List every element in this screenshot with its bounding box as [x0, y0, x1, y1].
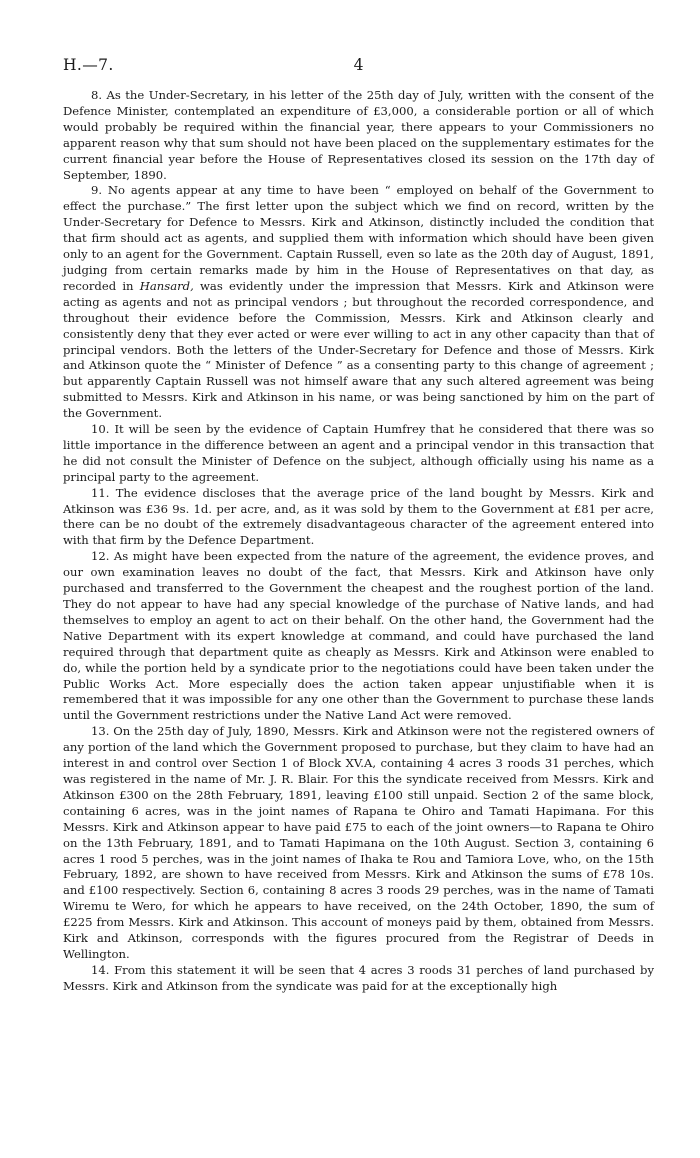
document-reference: H.—7. — [63, 56, 114, 74]
paragraph-13: 13. On the 25th day of July, 1890, Messrs. Kirk and Atkinson were not the registered owners of any portion of the land which the Government proposed to purchase, but they claim to have had an interest in and control over Section 1 of Block XV.A, containing 4 acres 3 roods 31 perches, which was registered in the name of Mr. J. R. Blair. For this the syndicate received from Messrs. Kirk and Atkinson £300 on the 28th February, 1891, leaving £100 still unpaid. Section 2 of the same block, containing 6 acres, was in the joint names of Rapana te Ohiro and Tamati Hapimana. For this Messrs. Kirk and Atkinson appear to have paid £75 to each of the joint owners—to Rapana te Ohiro on the 13th February, 1891, and to Tamati Hapimana on the 10th August. Section 3, containing 6 acres 1 rood 5 perches, was in the joint names of Ihaka te Rou and Tamiora Love, who, on the 15th February, 1892, are shown to have received from Messrs. Kirk and Atkinson the sums of £78 10s. and £100 respectively. Section 6, containing 8 acres 3 roods 29 perches, was in the name of Tamati Wiremu te Wero, for which he appears to have received, on the 24th October, 1890, the sum of £225 from Messrs. Kirk and Atkinson. This account of moneys paid by them, obtained from Messrs. Kirk and Atkinson, corresponds with the figures procured from the Registrar of Deeds in Wellington. — [63, 724, 654, 961]
paragraph-9-part-1: 9. No agents appear at any time to have been “ employed on behalf of the Government to effect the purchase.” The first letter upon the subject which we find on record, written by the Under-Secretary for Defence to Messrs. Kirk and Atkinson, distinctly included the condition that that firm should act as agents, and supplied them with information which should have been given only to an agent for the Government. Captain Russell, even so late as the 20th day of August, 1891, judging from certain remarks made by him in the House of Representatives on that day, as recorded in — [63, 183, 654, 293]
paragraph-9-part-2: was evidently under the impression that Messrs. Kirk and Atkinson were acting as agents and not as principal vendors ; but throughout the recorded correspondence, and throughout their evidence before the Commission, Messrs. Kirk and Atkinson clearly and consistently deny that they ever acted or were ever willing to act in any other capacity than that of principal vendors. Both the letters of the Under-Secretary for Defence and those of Messrs. Kirk and Atkinson quote the “ Minister of Defence ” as a consenting party to this change of agreement ; but apparently Captain Russell was not himself aware that any such altered agreement was being submitted to Messrs. Kirk and Atkinson in his name, or was being sanctioned by him on the part of the Government. — [63, 278, 654, 421]
paragraph-11: 11. The evidence discloses that the average price of the land bought by Messrs. Kirk and Atkinson was £36 9s. 1d. per acre, and, as it was sold by them to the Government at £81 per acre, there can be no doubt of the extremely disadvantageous character of the agreement entered into with that firm by the Defence Department. — [63, 485, 654, 548]
page-header — [63, 56, 654, 78]
hansard-title: Hansard, — [139, 278, 194, 293]
paragraph-8: 8. As the Under-Secretary, in his letter of the 25th day of July, written with the consent of the Defence Minister, contemplated an expenditure of £3,000, a considerable portion or all of which would probably be required within the financial year, there appears to your Commissioners no apparent reason why that sum should not have been placed on the supplementary estimates for the current financial year before the House of Representatives closed its session on the 17th day of September, 1890. — [63, 88, 654, 182]
paragraph-10: 10. It will be seen by the evidence of Captain Humfrey that he considered that there was so little importance in the difference between an agent and a principal vendor in this transaction that he did not consult the Minister of Defence on the subject, although officially using his name as a principal party to the agreement. — [63, 422, 654, 484]
page-number: 4 — [353, 56, 364, 74]
paragraph-9 — [63, 183, 654, 422]
paragraph-12: 12. As might have been expected from the nature of the agreement, the evidence proves, and our own examination leaves no doubt of the fact, that Messrs. Kirk and Atkinson have only purchased and transferred to the Government the cheapest and the roughest portion of the land. They do not appear to have had any special knowledge of the purchase of Native lands, and had themselves to employ an agent to act on their behalf. On the other hand, the Government had the Native Department with its expert knowledge at command, and could have purchased the land required through that department quite as cheaply as Messrs. Kirk and Atkinson were enabled to do, while the portion held by a syndicate prior to the negotiations could have been taken under the Public Works Act. More especially does the action taken appear unjustifiable when it is remembered that it was impossible for any one other than the Government to purchase these lands until the Government restrictions under the Native Land Act were removed. — [63, 549, 654, 723]
body-text — [63, 88, 654, 995]
paragraph-14: 14. From this statement it will be seen that 4 acres 3 roods 31 perches of land purchased by Messrs. Kirk and Atkinson from the syndicate was paid for at the exceptionally high — [63, 962, 654, 993]
